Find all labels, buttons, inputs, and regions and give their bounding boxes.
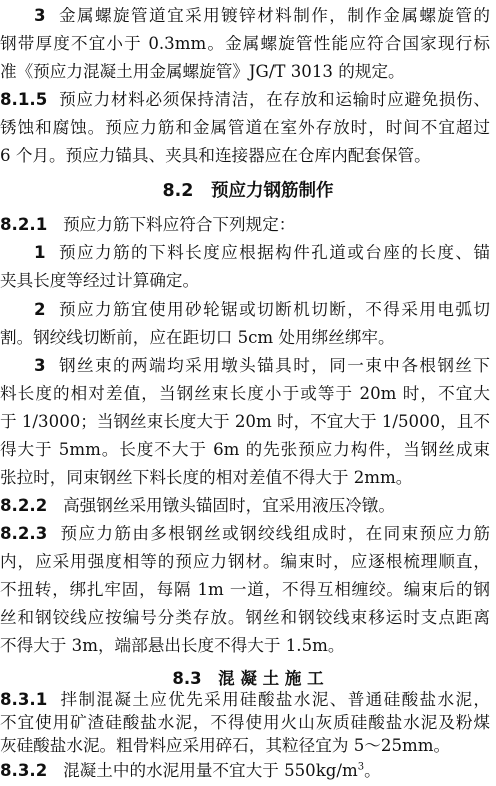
line-text: 不宜使用矿渣硅酸盐水泥，不得使用火山灰质硅酸盐水泥及粉煤 bbox=[0, 712, 490, 732]
text-line bbox=[0, 464, 496, 492]
line-text: 夹具长度等经过计算确定。 bbox=[0, 270, 200, 290]
item-number: 1 bbox=[34, 242, 46, 262]
item-number: 3 bbox=[34, 356, 46, 376]
text-line bbox=[0, 757, 496, 785]
line-text: 丝和钢铰线应按编号分类存放。钢丝和钢铰线束移运时支点距离 bbox=[0, 607, 490, 627]
text-line bbox=[0, 520, 490, 548]
text-line bbox=[0, 239, 490, 267]
line-text: 不扭转，绑扎牢固，每隔 1m 一道，不得互相缠绞。编束后的钢 bbox=[0, 579, 490, 599]
line-text: 。 bbox=[364, 761, 381, 780]
line-text: 张拉时，同束钢丝下料长度的相对差值不得大于 2mm。 bbox=[0, 468, 413, 488]
text-line bbox=[0, 267, 496, 295]
line-text: 料长度的相对差值，当钢丝束长度小于或等于 20m 时，不宜大 bbox=[0, 384, 490, 404]
line-text: 预应力筋由多根钢丝或钢绞线组成时，在同束预应力筋 bbox=[60, 524, 490, 544]
line-text: 割。钢绞线切断前，应在距切口 5cm 处用绑丝绑牢。 bbox=[0, 327, 395, 347]
clause-number: 8.2.1 bbox=[0, 214, 48, 234]
line-text: 钢丝束的两端均采用墩头锚具时，同一束中各根钢丝下 bbox=[58, 356, 490, 376]
line-text: 不得大于 3m，端部悬出长度不得大于 1.5m。 bbox=[0, 635, 345, 655]
line-text: 准《预应力混凝土用金属螺旋管》JG/T 3013 的规定。 bbox=[0, 61, 405, 81]
text-line bbox=[0, 734, 496, 758]
text-line bbox=[0, 30, 490, 58]
text-line bbox=[0, 548, 490, 576]
text-line bbox=[0, 352, 490, 380]
clause-number: 8.3.1 bbox=[0, 689, 48, 709]
text-line bbox=[0, 492, 496, 520]
line-text: 预应力筋宜使用砂轮锯或切断机切断，不得采用电弧切 bbox=[58, 299, 490, 319]
text-line bbox=[0, 632, 496, 660]
line-text: 高强钢丝采用镦头锚固时，宜采用液压冷镦。 bbox=[63, 496, 395, 516]
item-number: 2 bbox=[34, 299, 46, 319]
line-text: 灰硅酸盐水泥。粗骨料应采用碎石，其粒径宜为 5～25mm。 bbox=[0, 735, 451, 755]
superscript: 3 bbox=[357, 761, 365, 773]
text-line bbox=[0, 296, 490, 324]
line-text: 钢带厚度不宜小于 0.3mm。金属螺旋管性能应符合国家现行标 bbox=[0, 33, 490, 53]
line-text: 预应力材料必须保持清洁，在存放和运输时应避免损伤、 bbox=[59, 89, 490, 109]
line-text: 得大于 5mm。长度不大于 6m 的先张预应力构件，当钢丝成束 bbox=[0, 440, 490, 460]
section-heading: 8.2 预应力钢筋制作 bbox=[162, 181, 334, 202]
clause-number: 8.1.5 bbox=[0, 89, 48, 109]
line-text: 金属螺旋管道宜采用镀锌材料制作，制作金属螺旋管的 bbox=[58, 5, 490, 25]
line-text: 预应力筋下料应符合下列规定： bbox=[63, 214, 296, 234]
clause-number: 8.2.2 bbox=[0, 496, 48, 516]
item-number: 3 bbox=[34, 5, 46, 25]
line-text: 于 1/3000；当钢丝束长度大于 20m 时，不宜大于 1/5000，且不 bbox=[0, 412, 490, 432]
text-line bbox=[0, 114, 490, 142]
line-text: 预应力筋的下料长度应根据构件孔道或台座的长度、锚 bbox=[58, 242, 490, 262]
text-line bbox=[0, 688, 490, 712]
text-line bbox=[0, 86, 490, 114]
line-text: 6 个月。预应力锚具、夹具和连接器应在仓库内配套保管。 bbox=[0, 145, 431, 165]
clause-number: 8.2.3 bbox=[0, 524, 48, 544]
text-line bbox=[0, 604, 490, 632]
line-text: 拌制混凝土应优先采用硅酸盐水泥、普通硅酸盐水泥， bbox=[60, 689, 490, 709]
text-line bbox=[0, 324, 496, 352]
text-line bbox=[0, 408, 490, 436]
line-text: 内，应采用强度相等的预应力钢材。编束时，应逐根梳理顺直， bbox=[0, 552, 490, 571]
text-line bbox=[0, 2, 490, 30]
text-line bbox=[0, 436, 490, 464]
text-line bbox=[0, 380, 490, 408]
line-text: 混凝土中的水泥用量不宜大于 550kg/m bbox=[63, 761, 358, 780]
text-line bbox=[0, 211, 496, 239]
text-line bbox=[0, 58, 496, 86]
text-line bbox=[0, 576, 490, 604]
text-line bbox=[0, 711, 490, 735]
section-heading: 8.3 混 凝 土 施 工 bbox=[172, 668, 324, 688]
text-line bbox=[0, 142, 496, 170]
clause-number: 8.3.2 bbox=[0, 761, 48, 780]
line-text: 锈蚀和腐蚀。预应力筋和金属管道在室外存放时，时间不宜超过 bbox=[0, 117, 490, 137]
